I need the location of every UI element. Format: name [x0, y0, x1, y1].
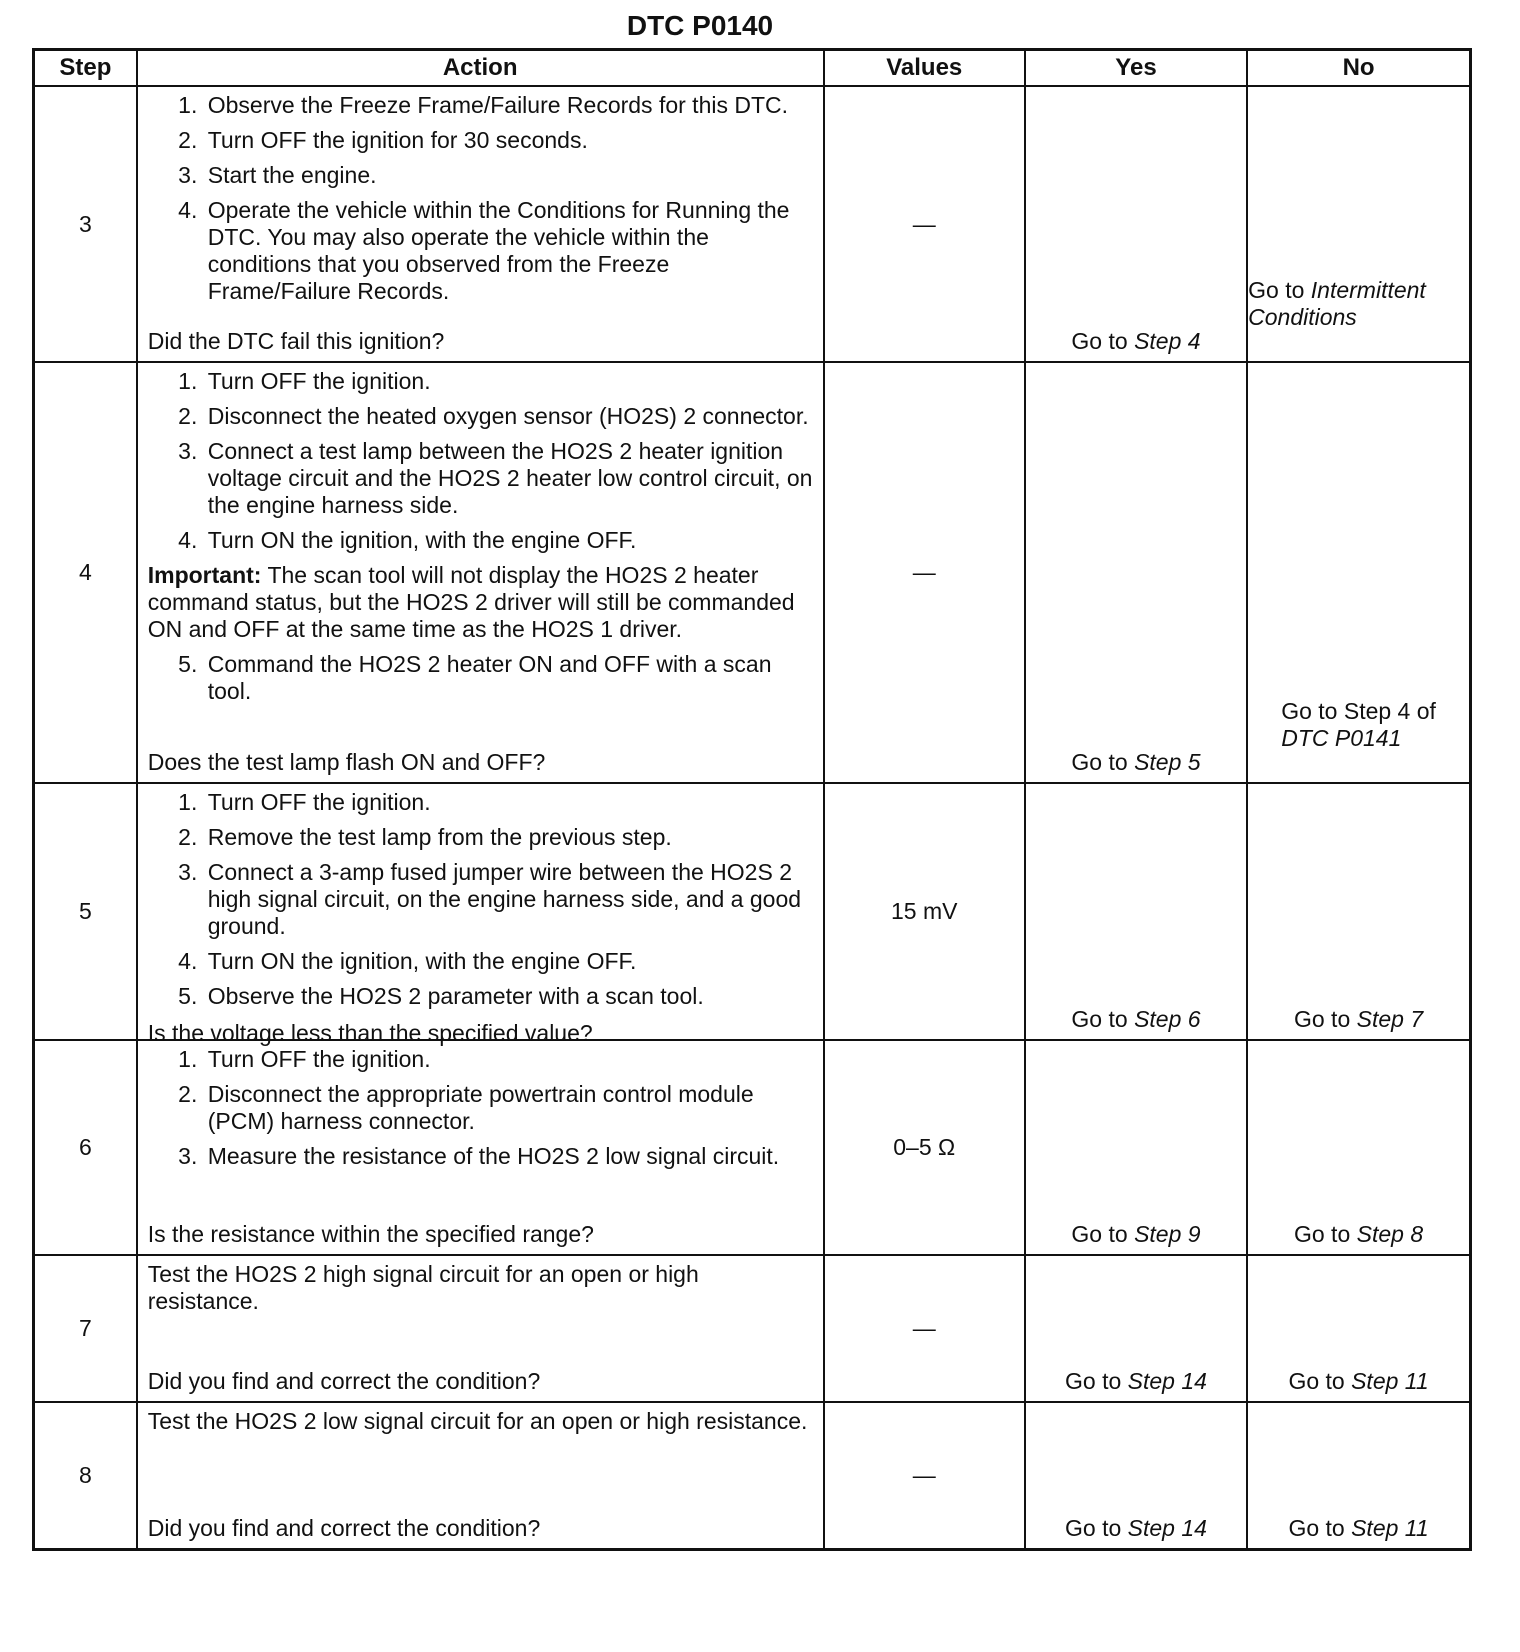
- no-prefix: Go to: [1288, 1368, 1345, 1394]
- yes-prefix: Go to: [1071, 749, 1128, 775]
- no-link[interactable]: Step 11: [1351, 1368, 1429, 1394]
- question: Did you find and correct the condition?: [147, 1368, 541, 1394]
- header-values: Values: [824, 50, 1025, 87]
- no-link[interactable]: Step 8: [1356, 1221, 1424, 1247]
- question: Is the resistance within the specified range?: [147, 1221, 594, 1247]
- yes-prefix: Go to: [1071, 1221, 1128, 1247]
- action-item: 4. Turn ON the ignition, with the engine OFF.: [204, 948, 815, 975]
- header-action: Action: [137, 50, 824, 87]
- action-item: 2. Disconnect the appropriate powertrain control module (PCM) harness connector.: [204, 1081, 815, 1135]
- page-title: DTC P0140: [626, 10, 774, 41]
- action-list: [148, 368, 815, 562]
- no-link[interactable]: Step 7: [1356, 1006, 1424, 1032]
- header-yes: Yes: [1025, 50, 1247, 87]
- action-item: 2. Remove the test lamp from the previous step.: [204, 824, 815, 851]
- action-item: 1. Observe the Freeze Frame/Failure Records for this DTC.: [204, 92, 815, 119]
- values-cell: 0–5 Ω: [824, 1040, 1025, 1255]
- action-item: 3. Measure the resistance of the HO2S 2 low signal circuit.: [204, 1143, 815, 1170]
- no-link[interactable]: Intermittent Conditions: [1248, 277, 1426, 330]
- action-item: 4. Turn ON the ignition, with the engine OFF.: [204, 527, 815, 554]
- table-row: [34, 1255, 1471, 1402]
- yes-cell: [1025, 1040, 1247, 1255]
- table-row: [34, 783, 1471, 1040]
- yes-link[interactable]: Step 4: [1134, 328, 1201, 354]
- yes-cell: [1025, 1402, 1247, 1550]
- action-item: 4. Operate the vehicle within the Conditions for Running the DTC. You may also operate the vehicle within the conditions that you observed from the Freeze Frame/Failure Records.: [204, 197, 815, 305]
- action-cell: [137, 1402, 824, 1550]
- important-label: Important:: [147, 562, 262, 588]
- no-cell: [1247, 783, 1470, 1040]
- yes-cell: [1025, 86, 1247, 362]
- action-text: Test the HO2S 2 high signal circuit for an open or high resistance.: [147, 1261, 699, 1314]
- header-row: [34, 50, 1471, 87]
- table-row: [34, 1402, 1471, 1550]
- step-number: 6: [34, 1040, 137, 1255]
- action-item: 5. Command the HO2S 2 heater ON and OFF with a scan tool.: [204, 651, 815, 705]
- question: Did you find and correct the condition?: [147, 1515, 541, 1541]
- values-cell: —: [824, 1402, 1025, 1550]
- no-cell: [1247, 362, 1470, 783]
- action-item: 3. Connect a test lamp between the HO2S 2 heater ignition voltage circuit and the HO2S 2 heater low control circuit, on the engine harness side.: [204, 438, 815, 519]
- action-item: 1. Turn OFF the ignition.: [204, 789, 815, 816]
- action-item: 2. Disconnect the heated oxygen sensor (HO2S) 2 connector.: [204, 403, 815, 430]
- step-number: 8: [34, 1402, 137, 1550]
- yes-prefix: Go to: [1071, 328, 1128, 354]
- no-link[interactable]: Step 11: [1351, 1515, 1429, 1541]
- action-item: 3. Connect a 3-amp fused jumper wire between the HO2S 2 high signal circuit, on the engine harness side, and a good ground.: [204, 859, 815, 940]
- no-cell: [1247, 86, 1470, 362]
- important-text: The scan tool will not display the HO2S 2 heater command status, but the HO2S 2 driver will still be commanded ON and OFF at the same time as the HO2S 1 driver.: [147, 562, 795, 642]
- no-prefix: Go to: [1293, 1221, 1351, 1247]
- values-cell: —: [824, 1255, 1025, 1402]
- action-item: 3. Start the engine.: [204, 162, 815, 189]
- action-cell: [137, 783, 824, 1046]
- no-prefix: Go to: [1248, 277, 1305, 303]
- step-number: 3: [34, 86, 137, 362]
- no-prefix: Go to: [1288, 1515, 1345, 1541]
- question: Does the test lamp flash ON and OFF?: [147, 749, 546, 775]
- yes-link[interactable]: Step 14: [1127, 1515, 1207, 1541]
- question: Did the DTC fail this ignition?: [147, 328, 445, 354]
- action-list: [148, 651, 815, 713]
- action-item: 1. Turn OFF the ignition.: [204, 1046, 815, 1073]
- yes-cell: [1025, 1255, 1247, 1402]
- important-note: [148, 562, 815, 643]
- yes-link[interactable]: Step 9: [1134, 1221, 1201, 1247]
- yes-link[interactable]: Step 6: [1134, 1006, 1201, 1032]
- action-list: [148, 789, 815, 1018]
- no-cell: [1247, 1402, 1470, 1550]
- step-number: 4: [34, 362, 137, 783]
- step-number: 5: [34, 783, 137, 1040]
- action-item: 5. Observe the HO2S 2 parameter with a scan tool.: [204, 983, 815, 1010]
- table-row: [34, 1040, 1471, 1255]
- values-cell: —: [824, 86, 1025, 362]
- table-row: [34, 362, 1471, 783]
- yes-cell: [1025, 362, 1247, 783]
- action-cell: [137, 362, 824, 783]
- no-prefix: Go to: [1293, 1006, 1351, 1032]
- no-link[interactable]: DTC P0141: [1281, 725, 1402, 751]
- action-cell: [137, 1255, 824, 1402]
- action-list: [148, 92, 815, 313]
- action-item: 2. Turn OFF the ignition for 30 seconds.: [204, 127, 815, 154]
- yes-prefix: Go to: [1071, 1006, 1128, 1032]
- no-prefix: Go to Step 4 of: [1281, 698, 1436, 724]
- values-cell: 15 mV: [824, 783, 1025, 1040]
- yes-link[interactable]: Step 14: [1127, 1368, 1207, 1394]
- question: Is the voltage less than the specified value?: [147, 1020, 593, 1046]
- step-number: 7: [34, 1255, 137, 1402]
- yes-prefix: Go to: [1065, 1515, 1122, 1541]
- action-item: 1. Turn OFF the ignition.: [204, 368, 815, 395]
- table-row: [34, 86, 1471, 362]
- action-cell: [137, 86, 824, 362]
- values-cell: —: [824, 362, 1025, 783]
- yes-cell: [1025, 783, 1247, 1040]
- action-cell: [137, 1040, 824, 1255]
- action-text: Test the HO2S 2 low signal circuit for an open or high resistance.: [147, 1408, 808, 1434]
- diagnostic-table: [32, 48, 1472, 1551]
- action-list: [148, 1046, 815, 1178]
- no-cell: [1247, 1255, 1470, 1402]
- header-no: No: [1247, 50, 1470, 87]
- header-step: Step: [34, 50, 137, 87]
- yes-link[interactable]: Step 5: [1134, 749, 1201, 775]
- yes-prefix: Go to: [1065, 1368, 1122, 1394]
- no-cell: [1247, 1040, 1470, 1255]
